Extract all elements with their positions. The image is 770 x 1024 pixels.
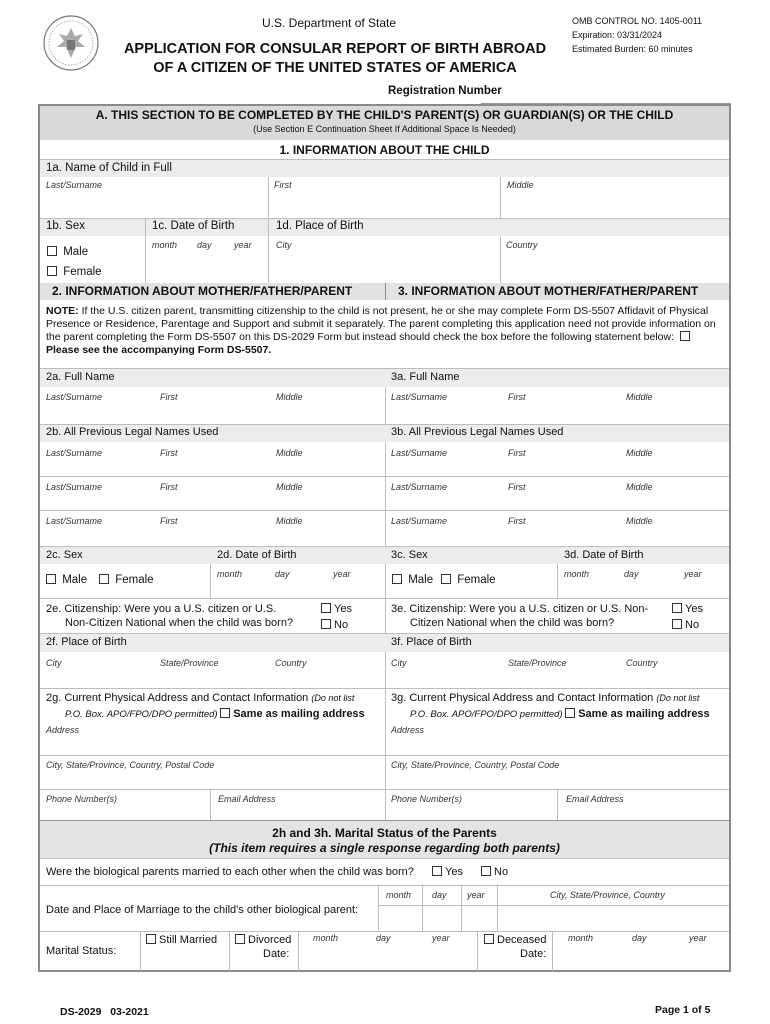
child-last-name-field[interactable]: Last/Surname (46, 180, 103, 190)
section-1-title: 1. INFORMATION ABOUT THE CHILD (279, 143, 490, 157)
checkbox-icon[interactable] (432, 866, 442, 876)
divorced-year-field[interactable]: year (432, 933, 450, 943)
checkbox-icon[interactable] (46, 574, 56, 584)
checkbox-icon[interactable] (672, 619, 682, 629)
omb-burden: Estimated Burden: 60 minutes (572, 44, 693, 54)
p3-prev-first-3[interactable]: First (508, 516, 526, 526)
marital-subtitle: (This item requires a single response regarding both parents) (209, 841, 560, 855)
p2-prev-last-3[interactable]: Last/Surname (46, 516, 103, 526)
checkbox-icon[interactable] (481, 866, 491, 876)
p2-dob-year-field[interactable]: year (333, 569, 351, 579)
p3-full-name-label: 3a. Full Name (391, 371, 460, 383)
marriage-date-place-label: Date and Place of Marriage to the child's other biological parent: (46, 904, 359, 916)
p2-email-field[interactable]: Email Address (218, 794, 276, 804)
p2-prev-names-label: 2b. All Previous Legal Names Used (46, 426, 219, 438)
p2-sex-label: 2c. Sex (46, 549, 83, 561)
p2-prev-first-3[interactable]: First (160, 516, 178, 526)
checkbox-icon[interactable] (47, 246, 57, 256)
form-title-line2: OF A CITIZEN OF THE UNITED STATES OF AMERICA (153, 60, 517, 76)
p2-pob-city-field[interactable]: City (46, 658, 62, 668)
deceased-day-field[interactable]: day (632, 933, 647, 943)
p2-city-line-field[interactable]: City, State/Province, Country, Postal Code (46, 760, 215, 770)
omb-control-number: OMB CONTROL NO. 1405-0011 (572, 16, 703, 26)
form-title-line1: APPLICATION FOR CONSULAR REPORT OF BIRTH ABROAD (123, 41, 547, 57)
omb-expiration: Expiration: 03/31/2024 (572, 30, 663, 40)
deceased-year-field[interactable]: year (689, 933, 707, 943)
child-sex-label: 1b. Sex (46, 220, 85, 232)
child-pob-label: 1d. Place of Birth (276, 220, 364, 232)
p2-first-name-field[interactable]: First (160, 392, 178, 402)
p2-prev-first-2[interactable]: First (160, 482, 178, 492)
p3-same-mailing-checkbox[interactable] (565, 708, 575, 718)
section-3-title: 3. INFORMATION ABOUT MOTHER/FATHER/PARENT (398, 284, 699, 298)
p3-pob-city-field[interactable]: City (391, 658, 407, 668)
p3-city-line-field[interactable]: City, State/Province, Country, Postal Code (391, 760, 560, 770)
p2-address-field[interactable]: Address (46, 725, 80, 735)
p3-prev-last-1[interactable]: Last/Surname (391, 448, 448, 458)
p2-pob-country-field[interactable]: Country (275, 658, 307, 668)
deceased-month-field[interactable]: month (568, 933, 594, 943)
checkbox-icon[interactable] (441, 574, 451, 584)
p3-first-name-field[interactable]: First (508, 392, 526, 402)
p2-citizenship-question: 2e. Citizenship: Were you a U.S. citizen or U.S. (46, 603, 277, 615)
p2-dob-day-field[interactable]: day (275, 569, 290, 579)
divorced-day-field[interactable]: day (376, 933, 391, 943)
p2-citizenship-question-2: Non-Citizen National when the child was born? (65, 617, 294, 629)
p2-citizen-yes-option[interactable]: Yes (321, 603, 352, 615)
divorced-option[interactable]: Divorced (235, 934, 291, 946)
checkbox-icon[interactable] (392, 574, 402, 584)
p3-pob-label: 3f. Place of Birth (391, 636, 472, 648)
p2-prev-middle-2[interactable]: Middle (276, 482, 303, 492)
p2-dob-label: 2d. Date of Birth (217, 549, 297, 561)
p3-prev-middle-3[interactable]: Middle (626, 516, 653, 526)
p3-phone-field[interactable]: Phone Number(s) (391, 794, 463, 804)
checkbox-icon[interactable] (146, 934, 156, 944)
p3-address-label: 3g. Current Physical Address and Contact Information (Do not list (391, 692, 700, 704)
p3-prev-last-2[interactable]: Last/Surname (391, 482, 448, 492)
divorced-month-field[interactable]: month (313, 933, 339, 943)
p3-dob-month-field[interactable]: month (564, 569, 590, 579)
checkbox-icon[interactable] (484, 934, 494, 944)
p3-pob-country-field[interactable]: Country (626, 658, 658, 668)
child-pob-country-field[interactable]: Country (506, 240, 538, 250)
p2-address-note: P.O. Box. APO/FPO/DPO permitted) Same as mailing address (65, 708, 365, 720)
p3-dob-label: 3d. Date of Birth (564, 549, 644, 561)
divorced-date-label: Date: (263, 948, 290, 960)
child-dob-year-field[interactable]: year (234, 240, 252, 250)
child-middle-name-field[interactable]: Middle (507, 180, 534, 190)
p3-prev-first-1[interactable]: First (508, 448, 526, 458)
p3-citizenship-question-2: Citizen National when the child was born? (410, 617, 615, 629)
p2-pob-state-field[interactable]: State/Province (160, 658, 219, 668)
deceased-date-label: Date: (520, 948, 547, 960)
checkbox-icon[interactable] (672, 603, 682, 613)
p2-address-label: 2g. Current Physical Address and Contact Information (Do not list (46, 692, 355, 704)
p2-prev-middle-1[interactable]: Middle (276, 448, 303, 458)
child-sex-female-option[interactable]: Female (47, 266, 102, 278)
marriage-year-field[interactable]: year (467, 890, 485, 900)
department-name: U.S. Department of State (262, 16, 397, 30)
p2-prev-last-2[interactable]: Last/Surname (46, 482, 103, 492)
checkbox-icon[interactable] (47, 266, 57, 276)
p2-citizen-no-option[interactable]: No (321, 619, 348, 631)
parents-married-no-option[interactable]: No (481, 866, 508, 878)
p3-sex-male-option[interactable]: Male (392, 574, 433, 586)
p3-email-field[interactable]: Email Address (566, 794, 624, 804)
marital-title: 2h and 3h. Marital Status of the Parents (272, 826, 497, 840)
p3-prev-middle-2[interactable]: Middle (626, 482, 653, 492)
p2-pob-label: 2f. Place of Birth (46, 636, 127, 648)
department-seal-icon (42, 14, 100, 72)
ds5507-checkbox[interactable] (680, 331, 690, 341)
p2-last-name-field[interactable]: Last/Surname (46, 392, 103, 402)
marital-status-label: Marital Status: (46, 945, 117, 957)
p3-last-name-field[interactable]: Last/Surname (391, 392, 448, 402)
child-dob-month-field[interactable]: month (152, 240, 178, 250)
p3-prev-last-3[interactable]: Last/Surname (391, 516, 448, 526)
child-dob-day-field[interactable]: day (197, 240, 212, 250)
checkbox-icon[interactable] (235, 934, 245, 944)
p3-sex-female-option[interactable]: Female (441, 574, 496, 586)
section-2-title: 2. INFORMATION ABOUT MOTHER/FATHER/PARENT (52, 284, 353, 298)
p2-prev-first-1[interactable]: First (160, 448, 178, 458)
section-a-title: A. THIS SECTION TO BE COMPLETED BY THE CHILD'S PARENT(S) OR GUARDIAN(S) OR THE CHILD (95, 108, 674, 122)
child-pob-city-field[interactable]: City (276, 240, 292, 250)
p2-phone-field[interactable]: Phone Number(s) (46, 794, 118, 804)
p3-citizenship-question: 3e. Citizenship: Were you a U.S. citizen or U.S. Non- (391, 603, 649, 615)
parents-married-question: Were the biological parents married to each other when the child was born? (46, 866, 414, 878)
p3-pob-state-field[interactable]: State/Province (508, 658, 567, 668)
p3-sex-label: 3c. Sex (391, 549, 428, 561)
p3-prev-middle-1[interactable]: Middle (626, 448, 653, 458)
checkbox-icon[interactable] (321, 619, 331, 629)
registration-number-field[interactable] (481, 81, 731, 104)
ds5507-note: NOTE: If the U.S. citizen parent, transmitting citizenship to the child is not present, he or she may complete Form DS-5507 Affidavit of Physical Presence or Residence, Parentage and Support and submit it separately. The parent completing this application need not provide information on the parent completing the Form DS-5507 on this DS-2029 Form but instead should check the box before the following statement below: Please see the accompanying Form DS-5507. (46, 305, 716, 356)
registration-number-label: Registration Number (388, 85, 502, 97)
p2-full-name-label: 2a. Full Name (46, 371, 115, 383)
p3-prev-first-2[interactable]: First (508, 482, 526, 492)
p2-same-mailing-checkbox[interactable] (220, 708, 230, 718)
checkbox-icon[interactable] (321, 603, 331, 613)
p3-citizen-yes-option[interactable]: Yes (672, 603, 703, 615)
child-name-label: 1a. Name of Child in Full (46, 162, 172, 174)
child-dob-label: 1c. Date of Birth (152, 220, 235, 232)
deceased-option[interactable]: Deceased (484, 934, 547, 946)
p3-middle-name-field[interactable]: Middle (626, 392, 653, 402)
form-id: DS-2029 03-2021 (60, 1006, 149, 1018)
child-first-name-field[interactable]: First (274, 180, 292, 190)
p2-prev-middle-3[interactable]: Middle (276, 516, 303, 526)
p3-dob-day-field[interactable]: day (624, 569, 639, 579)
p2-sex-female-option[interactable]: Female (99, 574, 154, 586)
p2-middle-name-field[interactable]: Middle (276, 392, 303, 402)
page-number: Page 1 of 5 (655, 1004, 711, 1016)
p3-dob-year-field[interactable]: year (684, 569, 702, 579)
p2-sex-male-option[interactable]: Male (46, 574, 87, 586)
still-married-option[interactable]: Still Married (146, 934, 217, 946)
p3-prev-names-label: 3b. All Previous Legal Names Used (391, 426, 564, 438)
p3-citizen-no-option[interactable]: No (672, 619, 699, 631)
marriage-place-field[interactable]: City, State/Province, Country (550, 890, 665, 900)
section-a-subtitle: (Use Section E Continuation Sheet If Additional Space Is Needed) (253, 124, 516, 134)
marriage-day-field[interactable]: day (432, 890, 447, 900)
p2-dob-month-field[interactable]: month (217, 569, 243, 579)
p2-prev-last-1[interactable]: Last/Surname (46, 448, 103, 458)
p3-address-note: P.O. Box. APO/FPO/DPO permitted) Same as mailing address (410, 708, 710, 720)
marriage-month-field[interactable]: month (386, 890, 412, 900)
child-sex-male-option[interactable]: Male (47, 246, 88, 258)
checkbox-icon[interactable] (99, 574, 109, 584)
parents-married-yes-option[interactable]: Yes (432, 866, 463, 878)
p3-address-field[interactable]: Address (391, 725, 425, 735)
